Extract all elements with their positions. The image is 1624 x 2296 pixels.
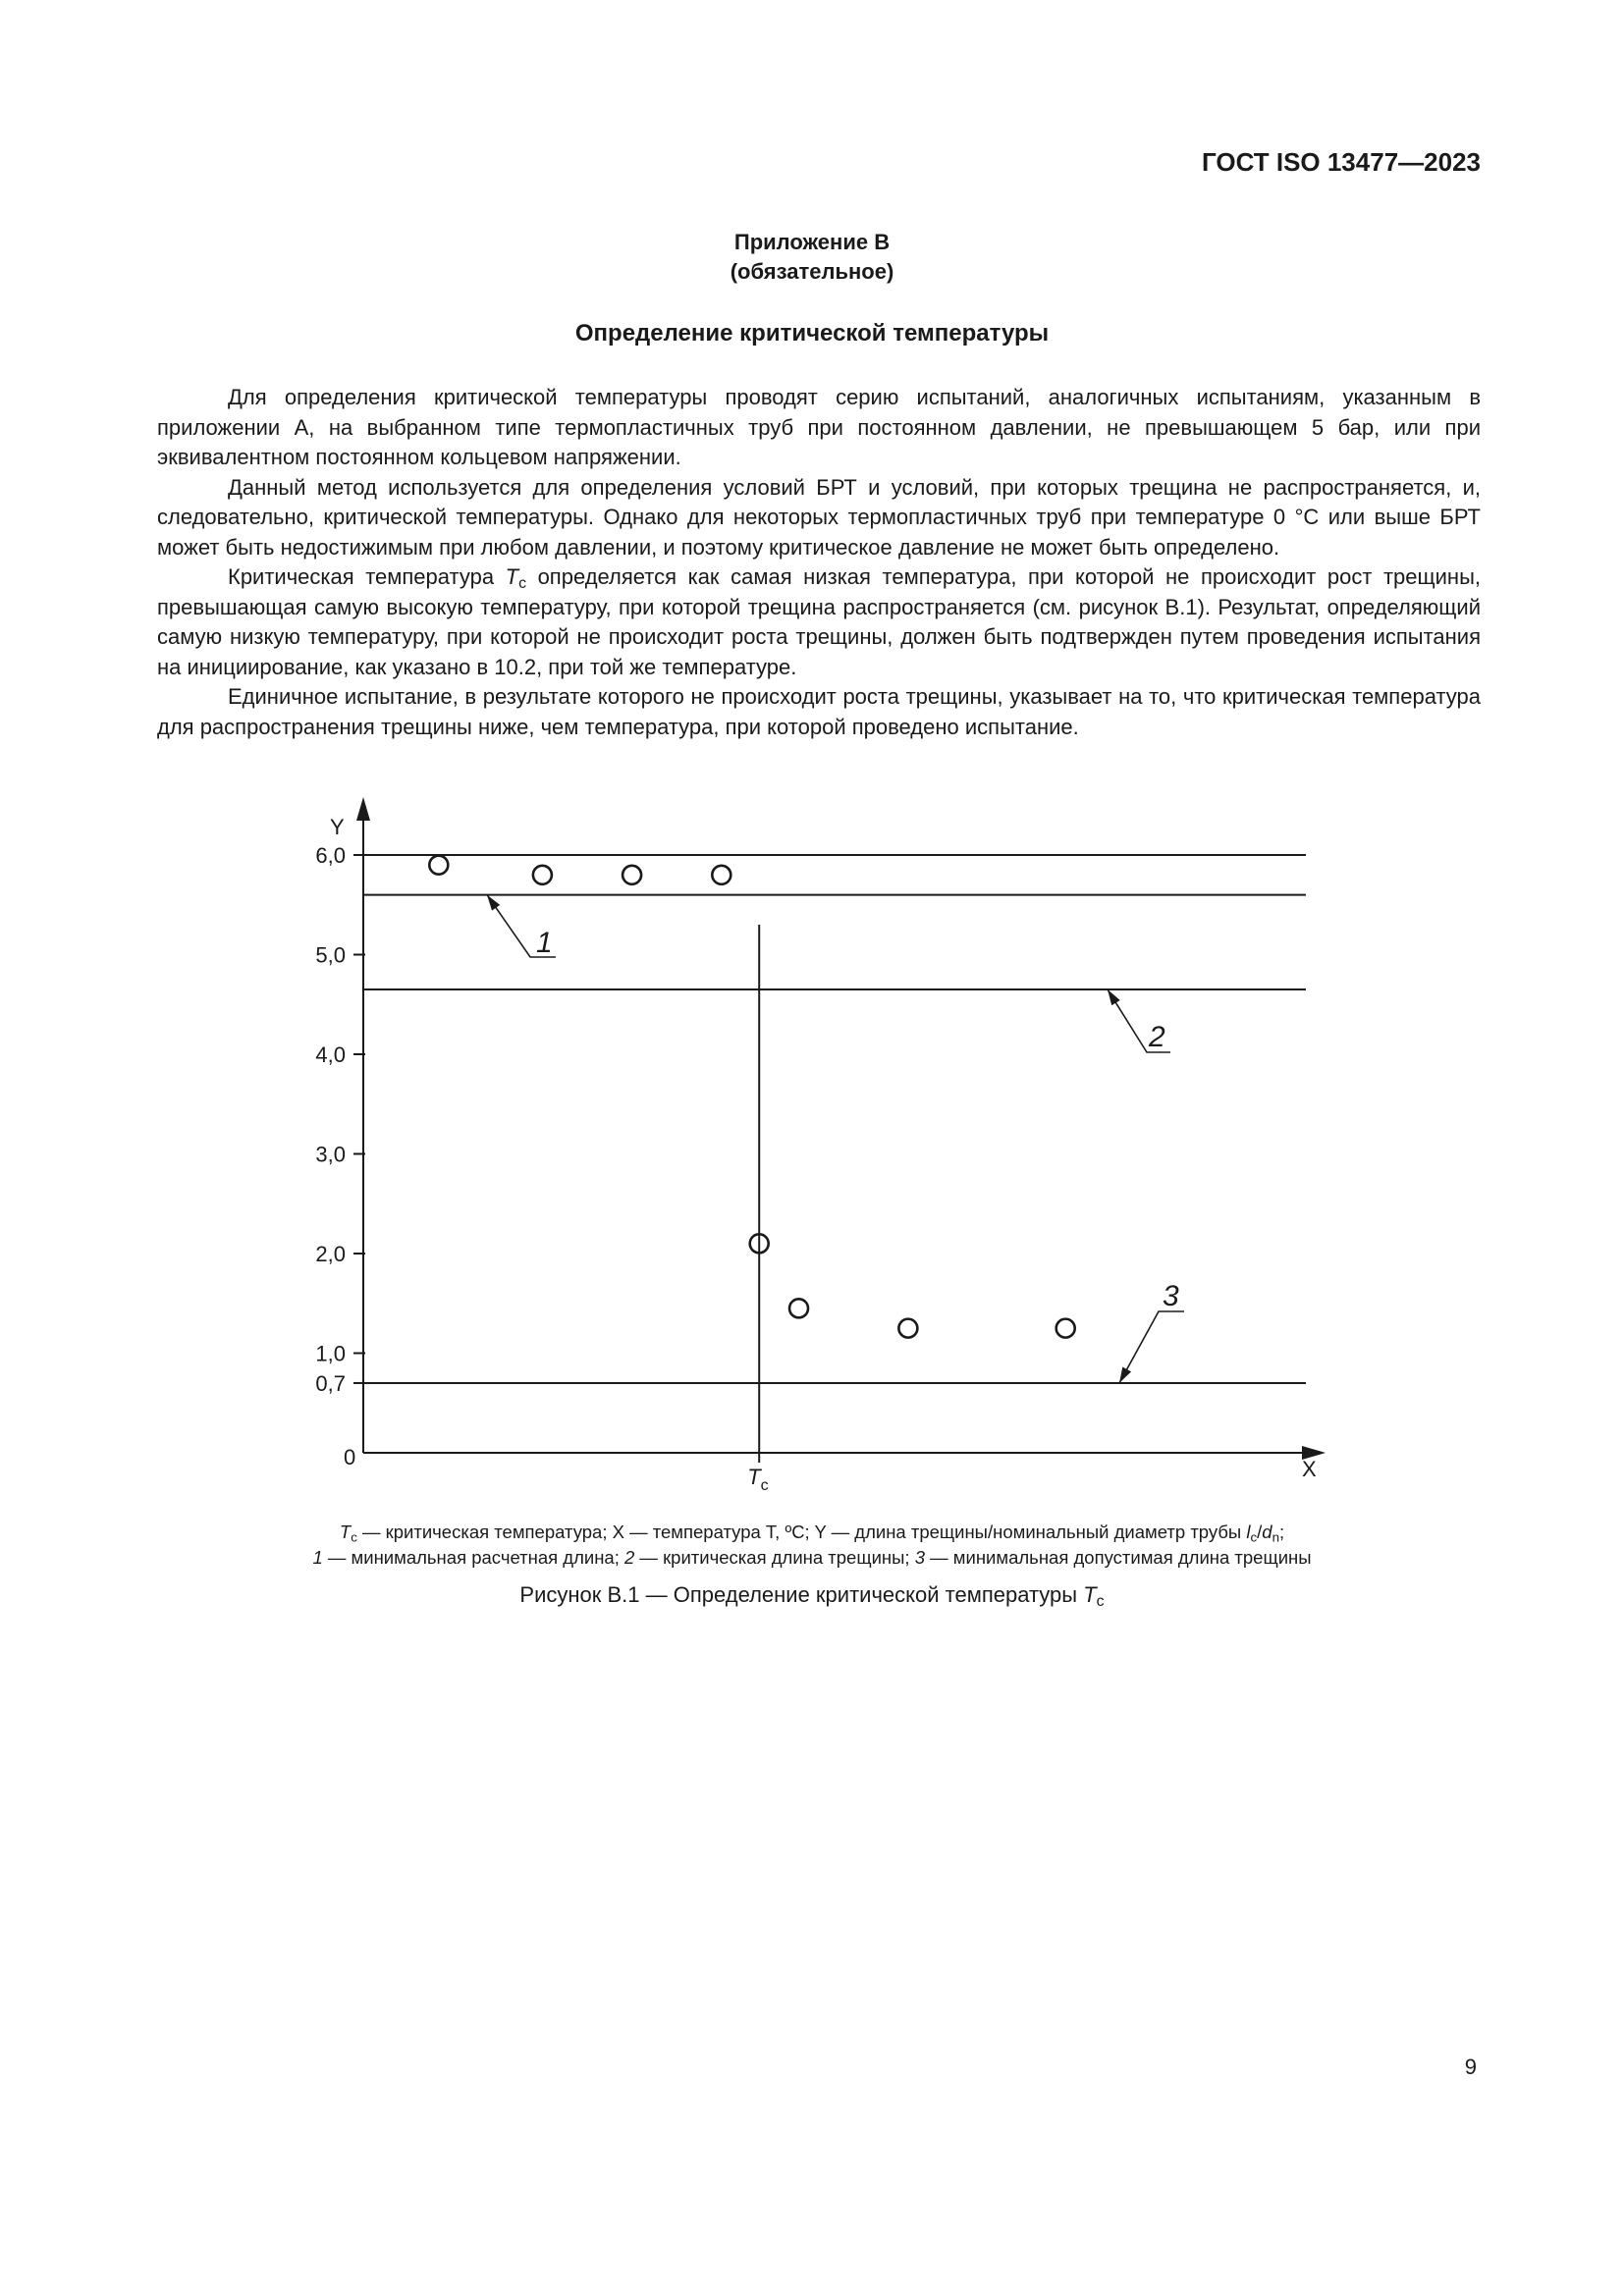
leader-2 (1108, 989, 1170, 1053)
legend-num-2: 2 (624, 1547, 635, 1568)
paragraph-3-start: Критическая температура (228, 564, 506, 589)
tc-subscript: c (518, 574, 527, 592)
leader-label-3: 3 (1163, 1280, 1179, 1312)
tc-axis-sub: c (760, 1477, 769, 1494)
legend-l: l (1246, 1522, 1251, 1542)
data-point (533, 866, 552, 884)
leader-arrow-2 (1108, 989, 1120, 1005)
legend-num-3: 3 (914, 1547, 925, 1568)
annex-heading (0, 228, 1624, 287)
data-point (898, 1319, 917, 1338)
legend-d-sub: n (1272, 1529, 1279, 1545)
origin-label: 0 (344, 1445, 356, 1469)
legend-text-2b: — критическая длина трещины; (634, 1547, 915, 1568)
document-id: ГОСТ ISO 13477—2023 (1201, 147, 1481, 177)
data-points (429, 856, 1074, 1338)
y-tick-label: 4,0 (315, 1042, 346, 1067)
legend-num-1: 1 (312, 1547, 323, 1568)
paragraph-4: Единичное испытание, в результате которого не происходит роста трещины, указывает на то, что критическая температура для распространения трещины ниже, чем температура, при которой проведено испытание. (157, 684, 1481, 739)
reference-lines (363, 855, 1306, 1463)
section-title: Определение критической температуры (574, 320, 1050, 347)
caption-sub: c (1096, 1592, 1105, 1610)
leader-label-2: 2 (1149, 1021, 1165, 1053)
data-point (623, 866, 641, 884)
figure-b1 (0, 785, 1624, 1590)
legend-tc: T (339, 1522, 352, 1542)
y-tick-label: 5,0 (315, 942, 346, 968)
y-tick-label: 3,0 (315, 1142, 346, 1167)
legend-slash: / (1257, 1522, 1263, 1542)
paragraph-1: Для определения критической температуры проводят серию испытаний, аналогичных испытаниям, указанным в приложении А, на выбранном типе термопластичных труб при постоянном давлении, не превышающем 5 бар, или при эквивалентном постоянном кольцевом напряжении. (157, 385, 1481, 469)
paragraph-2: Данный метод используется для определения условий БРТ и условий, при которых трещина не распространяется, и, следовательно, критической температуры. Однако для некоторых термопластичных труб при температуре 0 °С или выше БРТ может быть недостижимым при любом давлении, и поэтому критическое давление не может быть определено. (157, 474, 1481, 560)
tc-axis-label (747, 1465, 768, 1494)
y-ticks (315, 843, 365, 1396)
caption-symbol: T (1083, 1582, 1097, 1607)
caption-text: Рисунок В.1 — Определение критической температуры (519, 1582, 1084, 1607)
paragraph-3 (157, 562, 1481, 682)
page-number: 9 (1464, 2055, 1477, 2079)
legend-text-1: — критическая температура; X — температура T, ºC; Y — длина трещины/номинальный диаметр трубы (356, 1522, 1247, 1542)
tc-symbol: T (505, 564, 519, 589)
legend-text-2c: — минимальная допустимая длина трещины (925, 1547, 1312, 1568)
annex-status: (обязательное) (730, 259, 894, 284)
leader-label-1: 1 (536, 927, 553, 959)
annex-title: Приложение В (733, 230, 891, 254)
y-tick-label: 6,0 (315, 843, 346, 868)
legend-d: d (1262, 1522, 1272, 1542)
data-point (1056, 1319, 1075, 1338)
y-axis-arrow (356, 797, 370, 821)
leader-3 (1119, 1280, 1184, 1383)
legend-line-1 (0, 1520, 1624, 1545)
leader-arrow-3 (1119, 1367, 1131, 1383)
y-tick-label: 2,0 (315, 1242, 346, 1266)
legend-tc-sub: c (351, 1529, 357, 1545)
figure-legend (0, 1520, 1624, 1571)
legend-text-2a: — минимальная расчетная длина; (322, 1547, 624, 1568)
data-point (712, 866, 731, 884)
data-point (429, 856, 448, 875)
body-text (157, 383, 1481, 742)
legend-end: ; (1278, 1522, 1285, 1542)
critical-temperature-chart (0, 785, 1624, 1531)
x-axis-label: X (1302, 1457, 1317, 1481)
leader-arrow-1 (487, 895, 500, 911)
y-axis-label: Y (330, 815, 345, 839)
leader-1 (487, 895, 556, 959)
paragraph-3-rest: определяется как самая низкая температура, при которой не происходит рост трещины, превышающая самую высокую температуру, при которой трещина распространяется (см. рисунок В.1). Результат, определяющий самую низкую температуру, при которой не происходит роста трещины, должен быть подтвержден путем проведения испытания на инициирование, как указано в 10.2, при той же температуре. (157, 564, 1481, 679)
legend-line-2 (0, 1545, 1624, 1571)
data-point (789, 1299, 808, 1317)
y-tick-label: 1,0 (315, 1341, 346, 1366)
figure-caption (0, 1582, 1624, 1608)
y-tick-label: 0,7 (315, 1370, 346, 1396)
legend-l-sub: c (1250, 1529, 1258, 1545)
tc-axis-symbol: T (747, 1465, 761, 1489)
